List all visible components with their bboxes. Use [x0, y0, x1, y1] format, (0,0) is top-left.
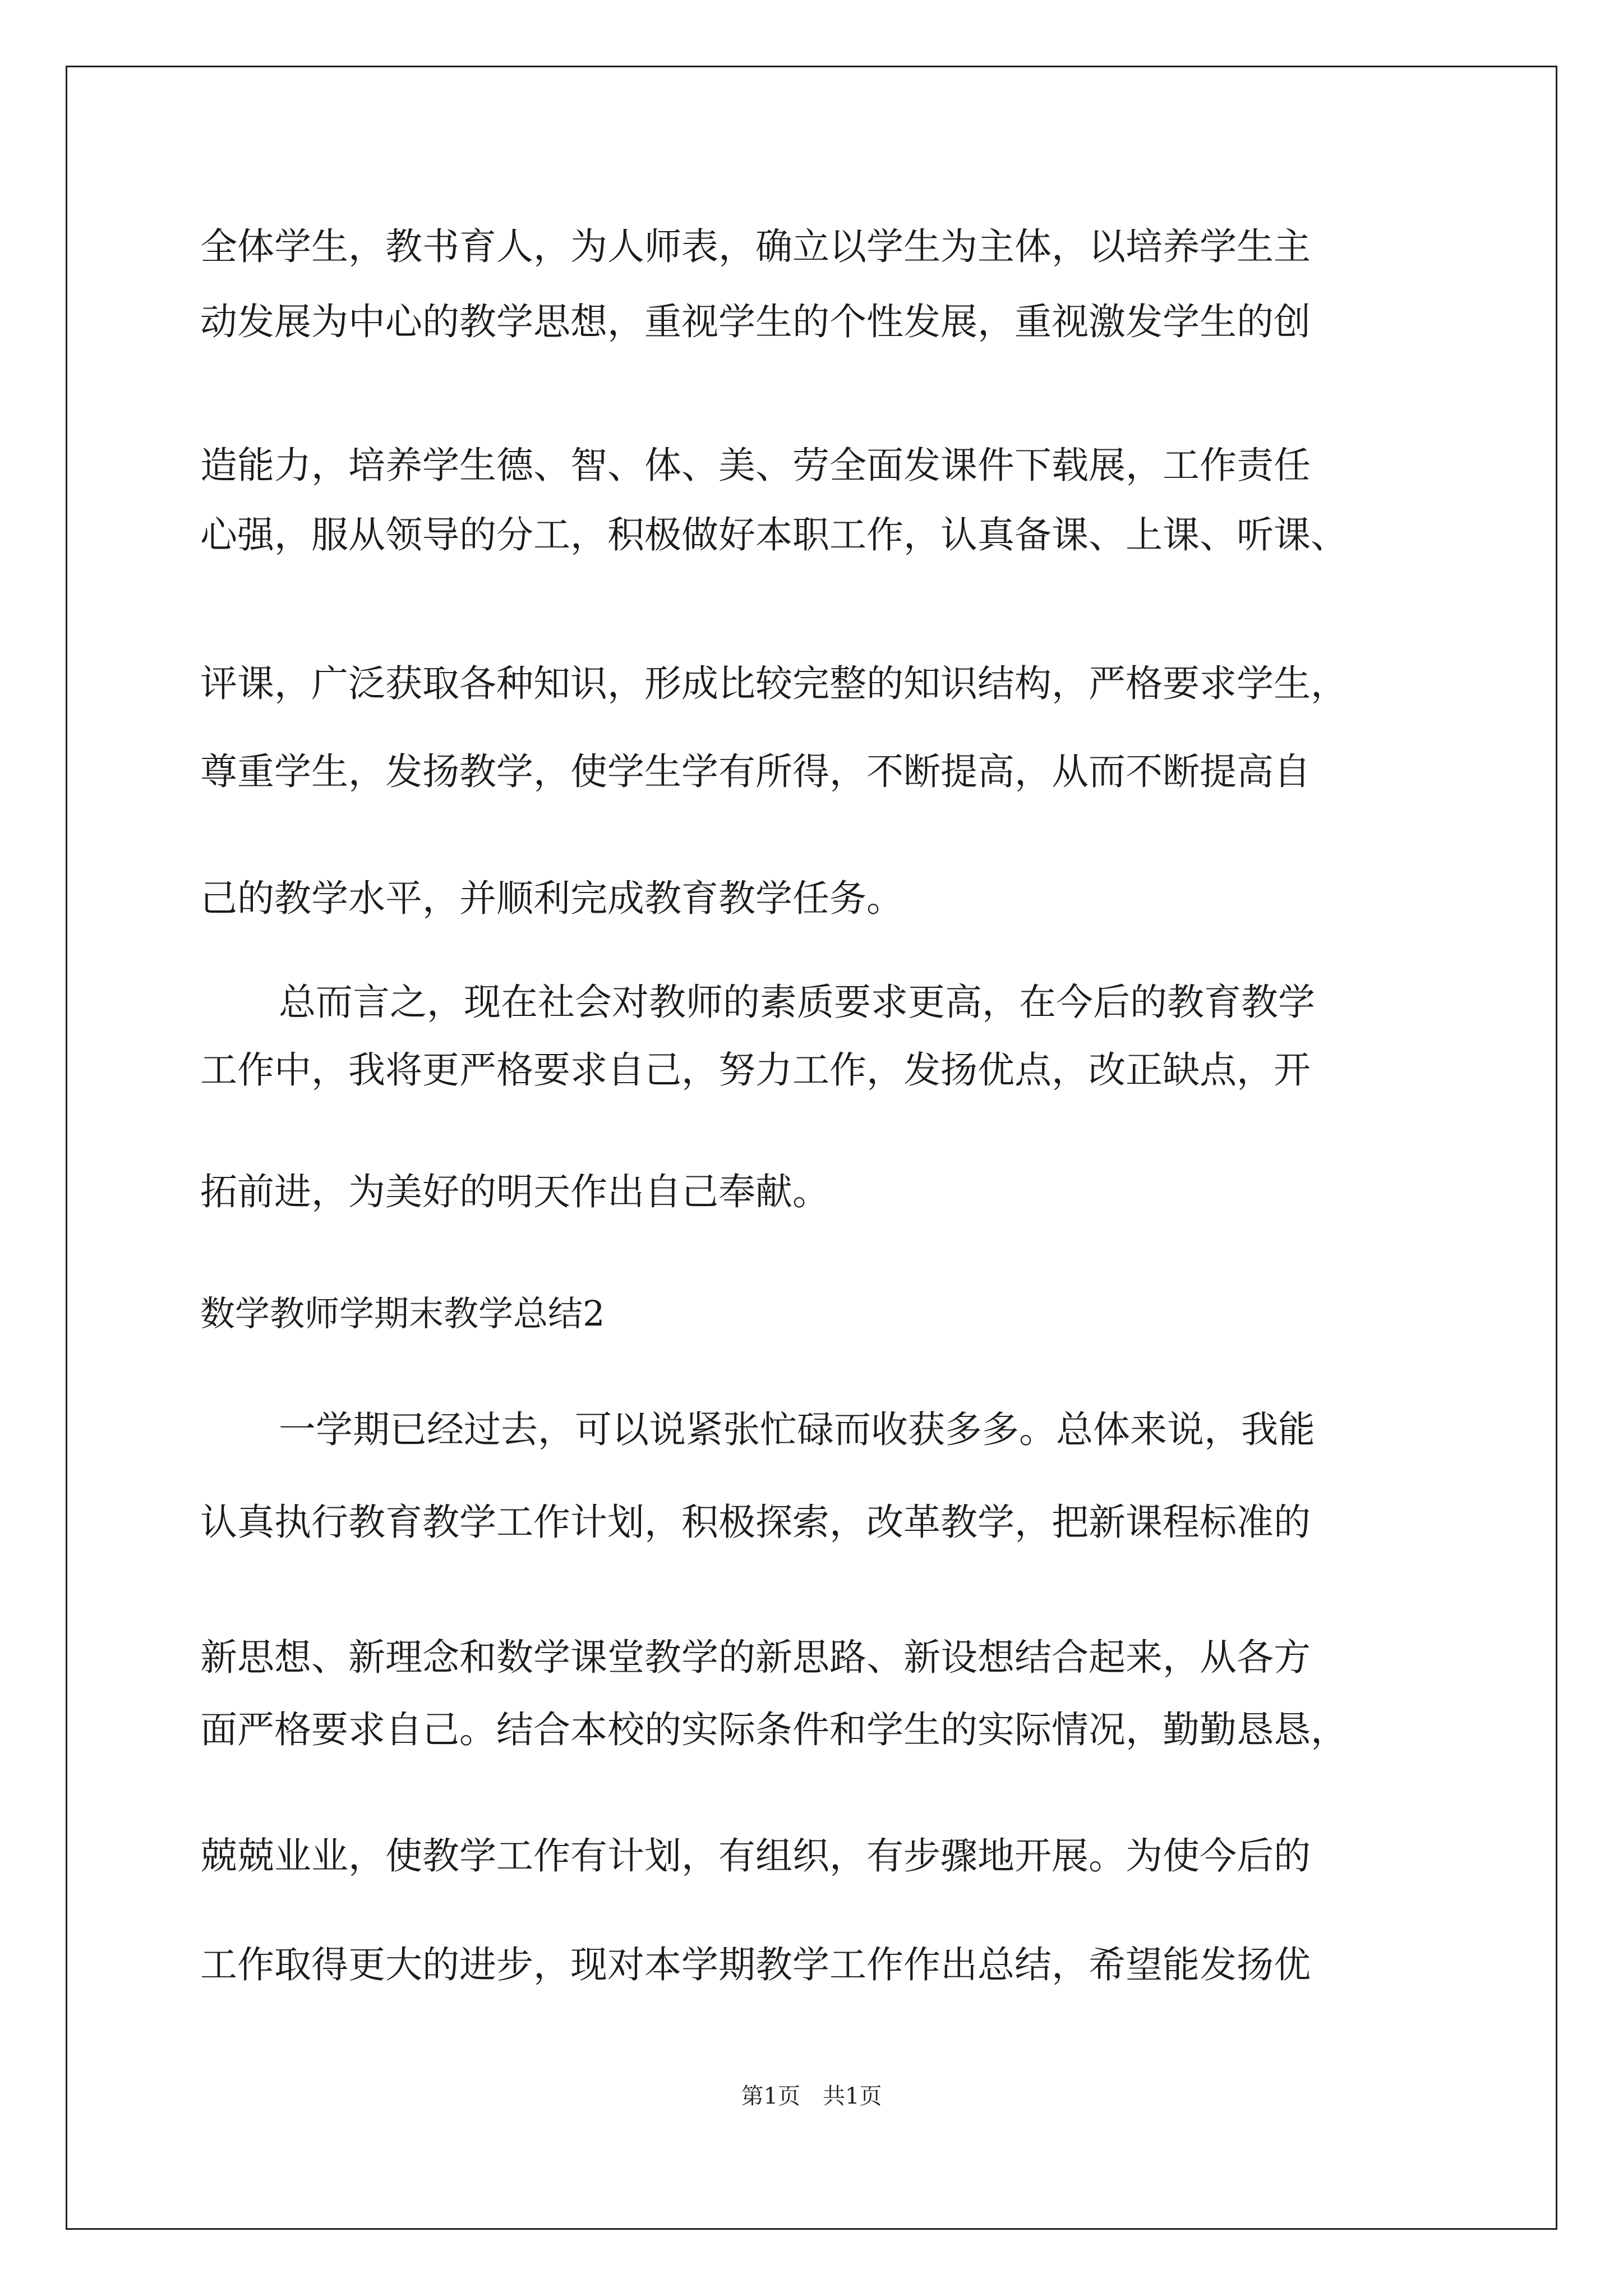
paragraph-3-line-6: 工作取得更大的进步，现对本学期教学工作作出总结，希望能发扬优 — [200, 1943, 1311, 1986]
page-border — [66, 66, 1557, 2230]
paragraph-3-line-3: 新思想、新理念和数学课堂教学的新思路、新设想结合起来，从各方 — [200, 1636, 1311, 1679]
paragraph-1-line-1: 全体学生，教书育人，为人师表，确立以学生为主体，以培养学生主 — [200, 225, 1311, 268]
paragraph-3-line-2: 认真执行教育教学工作计划，积极探索，改革教学，把新课程标准的 — [200, 1501, 1311, 1544]
paragraph-2-line-2: 工作中，我将更严格要求自己，努力工作，发扬优点，改正缺点，开 — [200, 1048, 1311, 1092]
section-heading: 数学教师学期末教学总结2 — [200, 1293, 605, 1334]
paragraph-1-line-3: 造能力，培养学生德、智、体、美、劳全面发课件下载展，工作责任 — [200, 444, 1311, 487]
page-footer: 第1页 共1页 — [741, 2083, 882, 2109]
paragraph-1-line-7: 己的教学水平，并顺利完成教育教学任务。 — [200, 877, 903, 920]
paragraph-3-line-4: 面严格要求自己。结合本校的实际条件和学生的实际情况，勤勤恳恳， — [200, 1708, 1348, 1751]
paragraph-2-line-3: 拓前进，为美好的明天作出自己奉献。 — [200, 1170, 829, 1213]
paragraph-2-line-1: 总而言之，现在社会对教师的素质要求更高，在今后的教育教学 — [279, 981, 1315, 1024]
paragraph-1-line-4: 心强，服从领导的分工，积极做好本职工作，认真备课、上课、听课、 — [200, 513, 1348, 556]
paragraph-1-line-6: 尊重学生，发扬教学，使学生学有所得，不断提高，从而不断提高自 — [200, 750, 1311, 793]
paragraph-1-line-2: 动发展为中心的教学思想，重视学生的个性发展，重视激发学生的创 — [200, 300, 1311, 343]
paragraph-1-line-5: 评课，广泛获取各种知识，形成比较完整的知识结构，严格要求学生， — [200, 662, 1348, 705]
paragraph-3-line-5: 兢兢业业，使教学工作有计划，有组织，有步骤地开展。为使今后的 — [200, 1834, 1311, 1878]
paragraph-3-line-1: 一学期已经过去，可以说紧张忙碌而收获多多。总体来说，我能 — [279, 1408, 1315, 1451]
